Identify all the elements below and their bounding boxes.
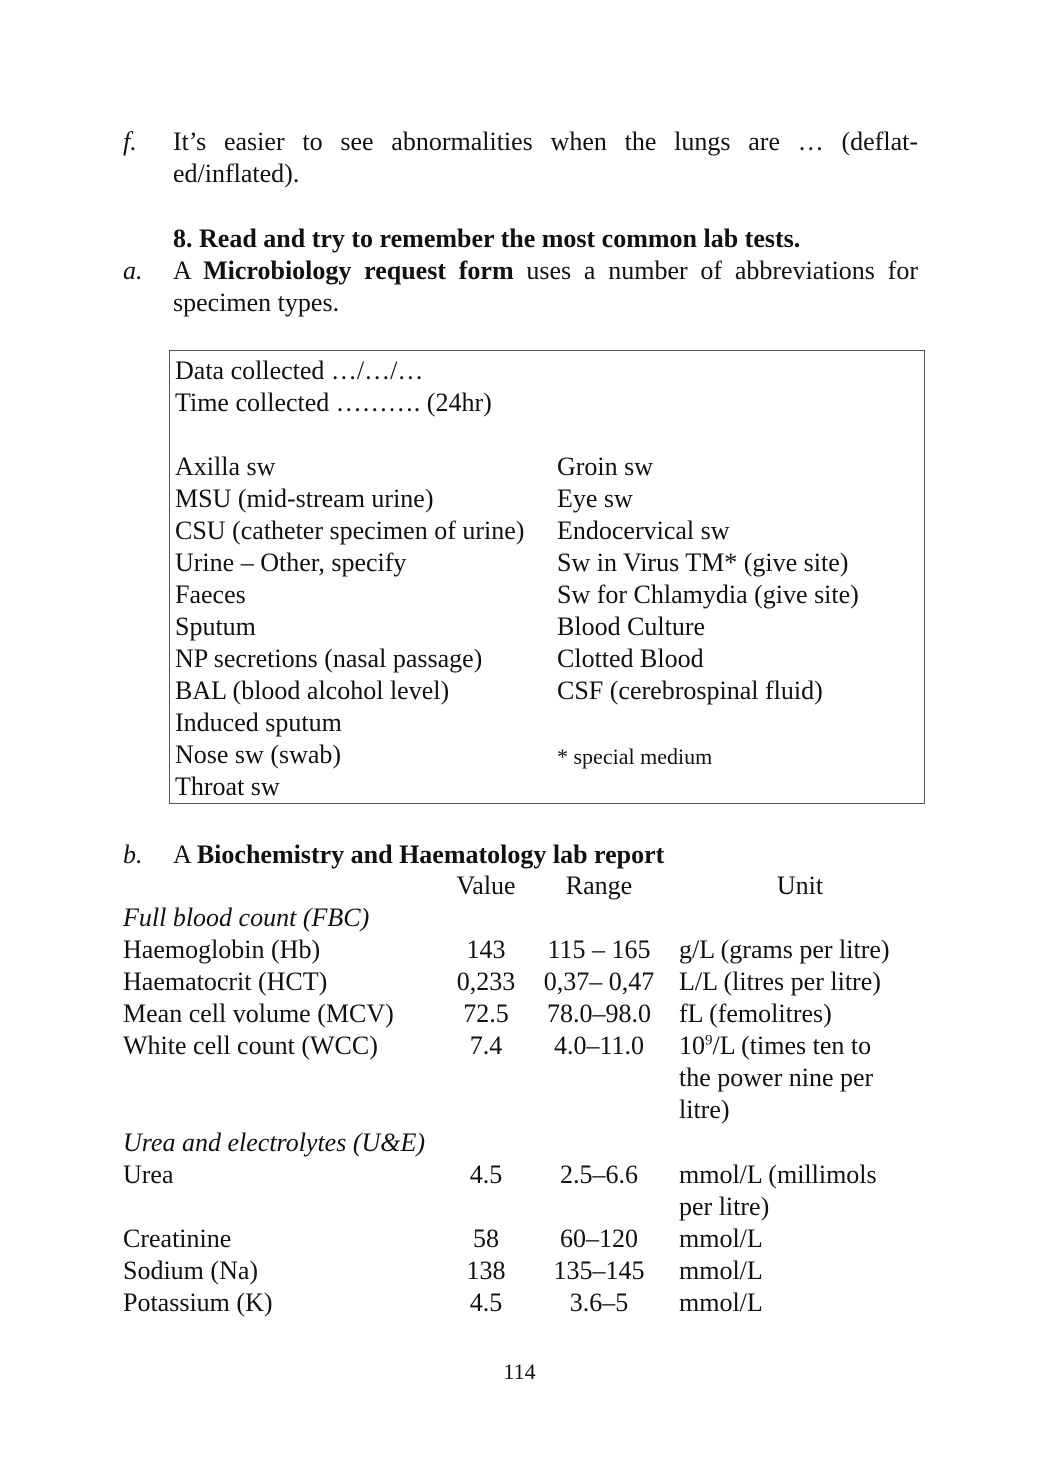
item-label-a: a. [123, 256, 143, 285]
specimen-right-6: Blood Culture [557, 612, 706, 641]
specimen-left-4: Urine – Other, specify [175, 548, 407, 577]
item-label-f: f. [123, 127, 137, 156]
specimen-right-5: Sw for Chlamydia (give site) [557, 580, 859, 609]
exercise-item-f [123, 126, 918, 190]
header-unit: Unit [776, 871, 824, 900]
test-value: 0,233 [456, 967, 516, 996]
test-name: Urea [123, 1160, 174, 1189]
test-range: 3.6–5 [569, 1288, 629, 1317]
test-unit: mmol/L [679, 1256, 763, 1285]
test-unit: mmol/L [679, 1224, 763, 1253]
specimen-left-10: Nose sw (swab) [175, 740, 342, 769]
test-name: Mean cell volume (MCV) [123, 999, 394, 1028]
test-value: 7.4 [469, 1031, 503, 1060]
test-range: 2.5–6.6 [560, 1160, 638, 1189]
specimen-right-8: CSF (cerebrospinal fluid) [557, 676, 823, 705]
specimen-left-8: BAL (blood alcohol level) [175, 676, 450, 705]
test-unit: g/L (grams per litre) [679, 935, 890, 964]
test-range: 115 – 165 [547, 935, 651, 964]
specimen-right-1: Groin sw [557, 452, 654, 481]
test-unit: L/L (litres per litre) [679, 967, 881, 996]
specimen-right-4: Sw in Virus TM* (give site) [557, 548, 849, 577]
footnote-special-medium: * special medium [557, 744, 713, 769]
specimen-left-5: Faeces [175, 580, 246, 609]
test-value: 4.5 [469, 1160, 503, 1189]
specimen-left-11: Throat sw [175, 772, 280, 801]
item-text-b: A Biochemistry and Haematology lab report [173, 840, 665, 869]
test-name: Potassium (K) [123, 1288, 273, 1317]
specimen-right-3: Endocervical sw [557, 516, 730, 545]
test-name: Creatinine [123, 1224, 232, 1253]
test-range: 60–120 [560, 1224, 638, 1253]
test-name: White cell count (WCC) [123, 1031, 378, 1060]
item-label-b: b. [123, 840, 143, 869]
test-range: 4.0–11.0 [553, 1031, 645, 1060]
test-unit: mmol/L [679, 1288, 763, 1317]
specimen-left-9: Induced sputum [175, 708, 342, 737]
test-unit: $10^9/L$ (times ten to the power nine per litre) [679, 1031, 874, 1124]
test-range: 78.0–98.0 [547, 999, 651, 1028]
test-unit: mmol/L (millimols per litre) [679, 1160, 877, 1221]
exercise-item-b [123, 839, 918, 871]
specimen-left-6: Sputum [175, 612, 256, 641]
specimen-right-7: Clotted Blood [557, 644, 704, 673]
specimen-left-7: NP secretions (nasal passage) [175, 644, 483, 673]
date-collected: Data collected …/…/… [175, 356, 424, 385]
test-unit: fL (femolitres) [679, 999, 832, 1028]
test-name: Haematocrit (HCT) [123, 967, 328, 996]
time-collected: Time collected ………. (24hr) [175, 388, 492, 417]
lab-report-term: Biochemistry and Haematology lab report [196, 840, 665, 869]
test-value: 72.5 [463, 999, 509, 1028]
specimen-left-1: Axilla sw [175, 452, 276, 481]
test-value: 4.5 [469, 1288, 503, 1317]
specimen-left-2: MSU (mid-stream urine) [175, 484, 434, 513]
test-value: 138 [466, 1256, 506, 1285]
item-text-a: A Microbiology request form uses a number of abbreviations for specimen types. [173, 256, 918, 317]
test-value: 58 [473, 1224, 499, 1253]
microbiology-form-term: Microbiology request form [203, 256, 514, 285]
microbiology-request-form [169, 350, 925, 804]
test-range: 0,37– 0,47 [543, 967, 655, 996]
specimen-right-2: Eye sw [557, 484, 633, 513]
section-title-ue: Urea and electrolytes (U&E) [123, 1128, 426, 1157]
specimen-left-3: CSU (catheter specimen of urine) [175, 516, 525, 545]
header-value: Value [456, 871, 516, 900]
test-name: Haemoglobin (Hb) [123, 935, 321, 964]
page-number: 114 [503, 1359, 536, 1384]
test-value: 143 [466, 935, 506, 964]
task-heading: 8. Read and try to remember the most common lab tests. [173, 224, 801, 253]
header-range: Range [565, 871, 633, 900]
item-text-f: It’s easier to see abnormalities when the lungs are … (deflat-ed/inflated). [173, 127, 918, 188]
exercise-item-a [123, 255, 918, 319]
test-name: Sodium (Na) [123, 1256, 259, 1285]
section-title-fbc: Full blood count (FBC) [123, 903, 370, 932]
test-range: 135–145 [553, 1256, 645, 1285]
